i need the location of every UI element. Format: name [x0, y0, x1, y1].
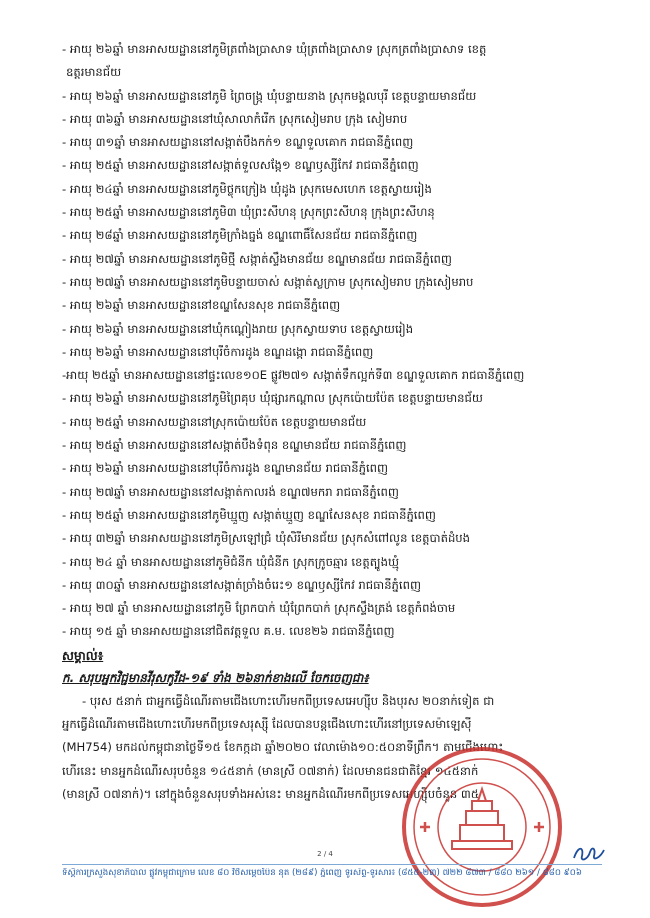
note-paragraph-line: អ្នកធ្វើដំណើរតាមជើងហោះហើរមកពីប្រទេសរុស្ស៊ី ដែលបានបន្តជើងហោះហើរនៅប្រទេសម៉ាឡេស៊ី [62, 717, 472, 732]
note-paragraph-line: (MH754) មកដល់កម្ពុជានាថ្ងៃទី១៥ ខែកក្កដា ឆ្នាំ២០២០ វេលាម៉ោង១០:៥០នាទីព្រឹក។ តាមជើងហោះ [62, 740, 504, 755]
age-line: - អាយុ ២៧ ឆ្នាំ មានអាសយដ្ឋាននៅភូមិ ព្រែកបាក់ ឃុំព្រែកបាក់ ស្រុកស្ទឹងត្រង់ ខេត្តកំពង់ចាម [62, 601, 456, 616]
age-line: - អាយុ ២៦ឆ្នាំ មានអាសយដ្ឋាននៅឃុំកណ្ដៀងរាយ ស្រុកស្វាយទាប ខេត្តស្វាយរៀង [62, 321, 414, 336]
age-line: - អាយុ ២៥ឆ្នាំ មានអាសយដ្ឋាននៅភូមិឃ្មួញ សង្កាត់ឃ្មួញ ខណ្ឌសែនសុខ រាជធានីភ្នំពេញ [62, 507, 436, 522]
age-line: - អាយុ ២៦ឆ្នាំ មានអាសយដ្ឋាននៅភូមិ ព្រៃចង្ក្រ ឃុំបន្ទាយនាង ស្រុកមង្គលបុរី ខេត្តបន្ទាយមានជ័យ [62, 88, 477, 103]
age-line: - អាយុ ២៤ ឆ្នាំ មានអាសយដ្ឋាននៅភូមិជំនីក ឃុំជំនីក ស្រុកក្រូចឆ្មារ ខេត្តត្បូងឃ្មុំ [62, 554, 399, 569]
note-paragraph-line: ហើរនេះ មានអ្នកដំណើរសរុបចំនួន ១៤៥នាក់ (មានស្រី ០៧នាក់) ដែលមានជនជាតិខ្មែរ ១៤៥នាក់ [62, 763, 479, 778]
age-line: - អាយុ ៣៦ឆ្នាំ មានអាសយដ្ឋាននៅឃុំសាលាកំរើក ស្រុកសៀមរាប ក្រុង សៀមរាប [62, 111, 408, 126]
age-line: - អាយុ ២៧ឆ្នាំ មានអាសយដ្ឋាននៅសង្កាត់កាលរង់ ខណ្ឌ៧មករា រាជធានីភ្នំពេញ [62, 484, 399, 499]
age-line: - អាយុ ២៥ឆ្នាំ មានអាសយដ្ឋាននៅស្រុកប៉ោយប៉ែត ខេត្តបន្ទាយមានជ័យ [62, 414, 367, 429]
age-line: - អាយុ ២៦ឆ្នាំ មានអាសយដ្ឋាននៅភូមិព្រៃគុប ឃុំផ្សារកណ្ដាល ស្រុកប៉ោយប៉ែត ខេត្តបន្ទាយមានជ័យ [62, 391, 483, 406]
age-line: - អាយុ ៣២ឆ្នាំ មានអាសយដ្ឋាននៅភូមិស្រឡៅជ្រំ ឃុំសិរីមានជ័យ ស្រុកសំពៅលូន ខេត្តបាត់ដំបង [62, 531, 471, 546]
age-line: - អាយុ ២៧ឆ្នាំ មានអាសយដ្ឋាននៅភូមិថ្មី សង្កាត់ស្ទឹងមានជ័យ ខណ្ឌមានជ័យ រាជធានីភ្នំពេញ [62, 251, 452, 266]
note-subheading: ក. សរុបអ្នកវិជ្ជមានវីរុសកូវីដ-១៩ ទាំង ២៦នាក់ខាងលើ ចែកចេញជា៖ [62, 670, 369, 685]
age-line: - អាយុ ២៦ឆ្នាំ មានអាសយដ្ឋាននៅបុរីចំការដូង ខណ្ឌមានជ័យ រាជធានីភ្នំពេញ [62, 461, 389, 476]
age-line: - អាយុ ២៥ឆ្នាំ មានអាសយដ្ឋាននៅសង្កាត់ទួលសង្កែ១ ខណ្ឌឫស្សីកែវ រាជធានីភ្នំពេញ [62, 158, 419, 173]
age-line: - អាយុ ៣១ឆ្នាំ មានអាសយដ្ឋាននៅសង្កាត់បឹងកក់១ ខណ្ឌទួលគោក រាជធានីភ្នំពេញ [62, 135, 414, 150]
age-line: ឧត្តរមានជ័យ [66, 65, 122, 80]
age-line: - អាយុ ១៥ ឆ្នាំ មានអាសយដ្ឋាននៅជិតវត្តទួល គ.ម. លេខ២៦ រាជធានីភ្នំពេញ [62, 624, 395, 639]
footer-divider [62, 864, 602, 865]
age-line: - អាយុ ២៦ឆ្នាំ មានអាសយដ្ឋាននៅបុរីចំការដូង ខណ្ឌដង្កោ រាជធានីភ្នំពេញ [62, 344, 374, 359]
age-line: - អាយុ ២៨ឆ្នាំ មានអាសយដ្ឋាននៅភូមិក្រាំងធ្នង់ ខណ្ឌពោធិ៍សែនជ័យ រាជធានីភ្នំពេញ [62, 228, 418, 243]
note-paragraph-line: (មានស្រី ០៧នាក់)។ នៅក្នុងចំនួនសរុបទាំងអស់នេះ មានអ្នកដំណើរមកពីប្រទេសអេហ្ស៊ីបចំនួន ៣៥ [62, 786, 480, 801]
age-line: - អាយុ ២៧ឆ្នាំ មានអាសយដ្ឋាននៅភូមិបន្ទាយចាស់ សង្កាត់ស្លក្រាម ស្រុកសៀមរាប ក្រុងសៀមរាប [62, 274, 474, 289]
note-heading: សម្គាល់៖ [62, 647, 104, 663]
page-number: 2 / 4 [317, 850, 333, 858]
footer-address: ទីស្តីការក្រសួងសុខាភិបាល ផ្លូវកម្ពុជាក្រោម លេខ ៨០ វិថីសម្តេចប៉ែន នុត (២៨៩) ភ្នំពេញ ទូរស័ព្ទ-ទូរសារ៖ (៨៥៥-២៣) ៧២២ ៨៧៣ / ៨៨០ ២៦១ / ៨៨០ ៩០៦ [62, 868, 582, 878]
note-paragraph-line: - បុរស ៥នាក់ ជាអ្នកធ្វើដំណើរតាមជើងហោះហើរមកពីប្រទេសអេហ្ស៊ីប និងបុរស ២០នាក់ទៀត ជា [82, 693, 495, 708]
age-line: - អាយុ ២៥ឆ្នាំ មានអាសយដ្ឋាននៅភូមិ៣ ឃុំព្រះសីហនុ ស្រុកព្រះសីហនុ ក្រុងព្រះសីហនុ [62, 205, 435, 220]
age-line: - អាយុ ២៥ឆ្នាំ មានអាសយដ្ឋាននៅសង្កាត់បឹងទំពុន ខណ្ឌមានជ័យ រាជធានីភ្នំពេញ [62, 438, 407, 453]
age-line: - អាយុ ២៤ឆ្នាំ មានអាសយដ្ឋាននៅភូមិថ្លុកក្រៀង ឃុំដូង ស្រុកមេសហេក ខេត្តស្វាយរៀង [62, 181, 432, 196]
document-body [62, 38, 617, 806]
age-line: -អាយុ ២៥ឆ្នាំ មានអាសយដ្ឋាននៅផ្ទះលេខ១០E ផ្លូវ២៧១ សង្កាត់ទឹកល្អក់ទី៣ ខណ្ឌទួលគោក រាជធានីភ្នំពេញ [62, 368, 525, 383]
official-seal-icon [400, 745, 565, 910]
age-line: - អាយុ ៣០ឆ្នាំ មានអាសយដ្ឋាននៅសង្កាត់ច្រាំងចំរេះ១ ខណ្ឌឫស្សីកែវ រាជធានីភ្នំពេញ [62, 577, 421, 592]
age-line: - អាយុ ២៦ឆ្នាំ មានអាសយដ្ឋាននៅភូមិត្រពាំងប្រាសាទ ឃុំត្រពាំងប្រាសាទ ស្រុកត្រពាំងប្រាសាទ ខេត្ត [62, 42, 487, 56]
age-line: - អាយុ ២៦ឆ្នាំ មានអាសយដ្ឋាននៅខណ្ឌសែនសុខ រាជធានីភ្នំពេញ [62, 298, 341, 313]
